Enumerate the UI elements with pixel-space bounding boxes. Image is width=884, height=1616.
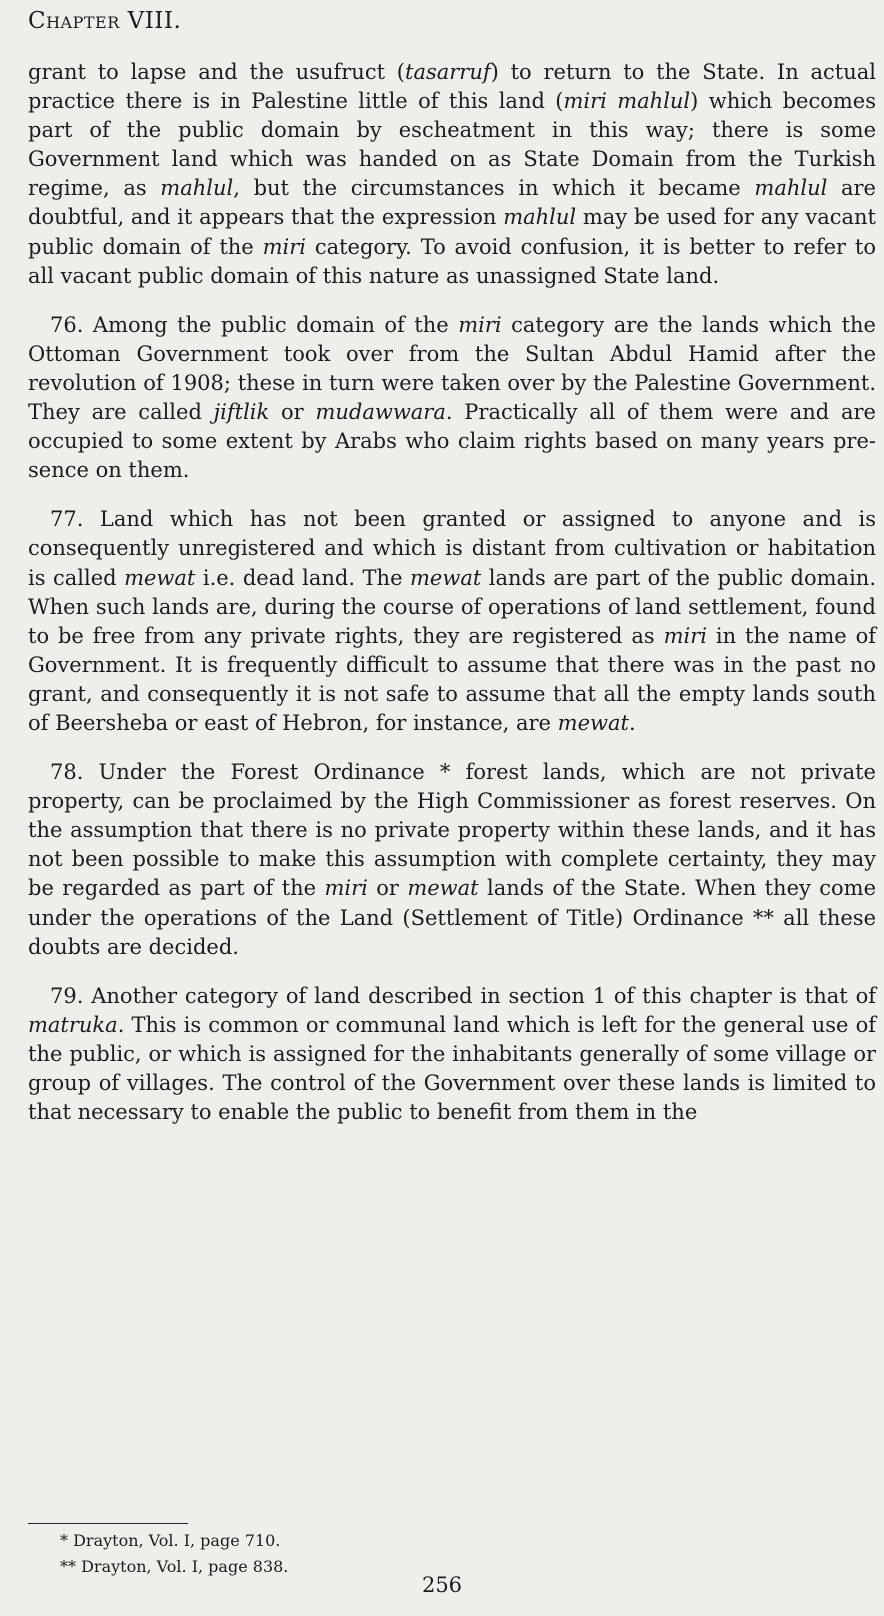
text-run: are doubtful, and it appears that the expression bbox=[28, 176, 876, 230]
italic-term: mahlul bbox=[754, 176, 828, 201]
text-run: ) to return to the State. In actual practice there is in Palestine little of this land ( bbox=[28, 60, 876, 114]
text-run: or bbox=[269, 400, 316, 425]
italic-term: mahlul bbox=[160, 176, 234, 201]
italic-term: miri bbox=[262, 234, 306, 259]
italic-term: miri bbox=[324, 876, 368, 901]
text-run: 78. Under the Forest Ordinance * forest lands, which are not private property, can be proclaimed by the High Commissioner as forest reserves. On the assumption that there is no private property within these lands, and it has not been possible to make this assumption with complete certainty, they may be regarded as part of the bbox=[28, 760, 876, 901]
text-run: . bbox=[628, 710, 636, 735]
italic-term: miri bbox=[458, 312, 502, 337]
paragraph-78 bbox=[28, 758, 876, 962]
text-run: lands of the State. When they come under the operations of the Land (Settlement of Title) Ordinance ** all these doubts are decided. bbox=[28, 876, 877, 959]
paragraph-77 bbox=[28, 505, 876, 738]
text-run: , but the circumstances in which it became bbox=[233, 176, 755, 201]
text-run: 79. Another category of land described in section 1 of this chapter is that of bbox=[50, 983, 876, 1008]
text-run: grant to lapse and the usufruct ( bbox=[28, 60, 406, 84]
footnote-2: ** Drayton, Vol. I, page 838. bbox=[60, 1557, 289, 1576]
footnote-divider bbox=[28, 1523, 188, 1524]
text-run: lands are part of the public domain. When such lands are, during the course of operations of land settlement, found to be free from any private rights, they are registered as bbox=[28, 565, 876, 648]
text-run: category. To avoid confusion, it is better to refer to all vacant public domain of this nature as unassigned State land. bbox=[28, 234, 876, 288]
italic-term: tasarruf bbox=[405, 60, 491, 84]
text-run: may be used for any vacant public domain of the bbox=[28, 205, 876, 259]
page-number: 256 bbox=[421, 1573, 463, 1597]
italic-term: miri mahlul bbox=[563, 89, 691, 114]
body-text bbox=[28, 58, 876, 1127]
text-run: category are the lands which the Ottoman Government took over from the Sultan Abdul Hamid after the revolution of 1908; these in turn were taken over by the Palestine Government. They are called bbox=[28, 312, 876, 425]
italic-term: mewat bbox=[407, 876, 479, 901]
italic-term: mewat bbox=[124, 565, 196, 590]
text-run: 76. Among the public domain of the bbox=[50, 312, 459, 337]
text-run: or bbox=[367, 876, 408, 901]
text-run: in the name of Government. It is frequently difficult to assume that there was in the past no grant, and consequently it is not safe to assume that all the empty lands south of Beersheba or east of Hebron, for instance, are bbox=[28, 623, 876, 735]
chapter-heading: Chapter VIII. bbox=[28, 8, 182, 34]
text-run: . Practically all of them were and are occupied to some extent by Arabs who claim rights based on many years presence on them. bbox=[28, 400, 876, 483]
italic-term: mahlul bbox=[503, 205, 577, 230]
text-run: . This is common or communal land which is left for the general use of the public, or which is assigned for the inhabitants generally of some village or group of villages. The control of the Government over these lands is limited to that necessary to enable the public to benefit from them in the bbox=[28, 1012, 876, 1125]
text-run: 77. Land which has not been granted or assigned to anyone and is consequently unregistered and which is distant from cultivation or habitation is called bbox=[28, 507, 876, 590]
paragraph-continuation bbox=[28, 58, 876, 291]
italic-term: mewat bbox=[410, 565, 482, 590]
paragraph-76 bbox=[28, 311, 876, 486]
italic-term: miri bbox=[663, 623, 707, 648]
footnote-1: * Drayton, Vol. I, page 710. bbox=[60, 1531, 281, 1550]
text-run: i.e. dead land. The bbox=[195, 565, 410, 590]
text-run: ) which becomes part of the public domain by escheatment in this way; there is some Government land which was handed on as State Domain from the Turkish regime, as bbox=[28, 89, 876, 201]
italic-term: matruka bbox=[28, 1012, 118, 1037]
italic-term: mudawwara bbox=[315, 400, 446, 425]
italic-term: jiftlik bbox=[213, 400, 270, 425]
italic-term: mewat bbox=[557, 710, 629, 735]
paragraph-79 bbox=[28, 982, 876, 1127]
